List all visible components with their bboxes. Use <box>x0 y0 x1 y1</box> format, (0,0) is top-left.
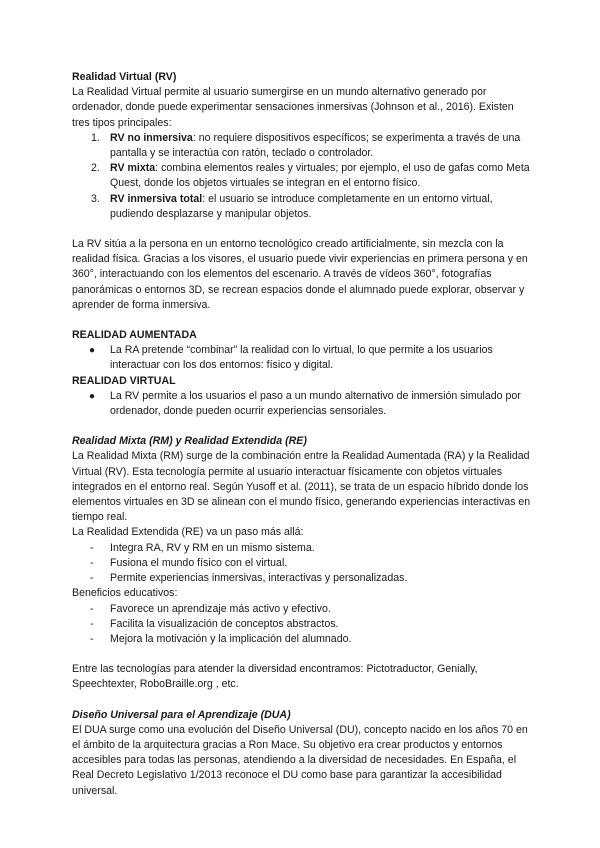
rv-intro: La Realidad Virtual permite al usuario sumergirse en un mundo alternativo generado por ordenador, donde puede experimentar sensaciones inmersivas (Johnson et al., 2016). Existen tres tipos principales: <box>72 86 514 129</box>
rv-block-heading: REALIDAD VIRTUAL <box>72 374 176 387</box>
ra-heading: REALIDAD AUMENTADA <box>72 329 197 342</box>
rv-bullets <box>72 389 534 419</box>
re-list <box>72 541 534 587</box>
list-item: 1. RV no inmersiva: no requiere dispositivos específicos; se experimenta a través de una pantalla y se interactúa con ratón, teclado o controlador. <box>91 131 521 160</box>
tools-paragraph: Entre las tecnologías para atender la diversidad encontramos: Pictotraductor, Genially, Speechtexter, RoboBraille.org , etc. <box>72 663 478 691</box>
list-item: 3. RV inmersiva total: el usuario se introduce completamente en un entorno virtual, pudiendo desplazarse y manipular objetos. <box>91 192 493 220</box>
re-intro: La Realidad Extendida (RE) va un paso más allá: <box>72 526 304 539</box>
benefits-list <box>72 602 534 648</box>
document-page <box>72 70 534 799</box>
list-item: - Mejora la motivación y la implicación del alumnado. <box>90 632 352 645</box>
list-item: - Integra RA, RV y RM en un mismo sistema. <box>90 541 315 554</box>
rm-paragraph: La Realidad Mixta (RM) surge de la combinación entre la Realidad Aumentada (RA) y la Realidad Virtual (RV). Esta tecnología permite al usuario interactuar físicamente con objetos virtuales integrados en el entorno real. Según Yusoff et al. (2011), se trata de un espacio híbrido donde los elementos virtuales en 3D se alinean con el mundo físico, generando experiencias interactivas en tiempo real. <box>72 450 531 524</box>
list-item: - Fusiona el mundo físico con el virtual. <box>90 556 288 569</box>
rv-heading: Realidad Virtual (RV) <box>72 71 177 83</box>
list-item: - Facilita la visualización de conceptos abstractos. <box>90 617 339 630</box>
dua-heading: Diseño Universal para el Aprendizaje (DUA) <box>72 708 291 721</box>
rv-paragraph: La RV sitúa a la persona en un entorno tecnológico creado artificialmente, sin mezcla con la realidad física. Gracias a los visores, el usuario puede vivir experiencias en primera persona y en 360°, interactuando con los elementos del escenario. A través de vídeos 360°, fotografías panorámicas o entornos 3D, se recrean espacios donde el alumnado puede explorar, observar y aprender de forma inmersiva. <box>72 238 528 311</box>
benefits-heading: Beneficios educativos: <box>72 587 178 600</box>
list-item: ● La RV permite a los usuarios el paso a un mundo alternativo de inmersión simulado por ordenador, donde pueden ocurrir experiencias sensoriales. <box>89 389 521 418</box>
dua-paragraph: El DUA surge como una evolución del Diseño Universal (DU), concepto nacido en los años 70 en el ámbito de la arquitectura gracias a Ron Mace. Su objetivo era crear productos y entornos accesibles para todas las personas, atendiendo a la diversidad de necesidades. En España, el Real Decreto Legislativo 1/2013 reconoce el DU como base para garantizar la accesibilidad universal. <box>72 723 528 797</box>
rv-types-list <box>72 131 534 222</box>
ra-bullets <box>72 343 534 373</box>
list-item: 2. RV mixta: combina elementos reales y virtuales; por ejemplo, el uso de gafas como Meta Quest, donde los objetos virtuales se integran en el entorno físico. <box>91 162 530 190</box>
list-item: - Permite experiencias inmersivas, interactivas y personalizadas. <box>90 572 408 585</box>
list-item: ● La RA pretende “combinar” la realidad con lo virtual, lo que permite a los usuarios interactuar con los dos entornos: físico y digital. <box>89 344 493 372</box>
rm-heading: Realidad Mixta (RM) y Realidad Extendida (RE) <box>72 435 307 448</box>
list-item: - Favorece un aprendizaje más activo y efectivo. <box>90 602 331 615</box>
